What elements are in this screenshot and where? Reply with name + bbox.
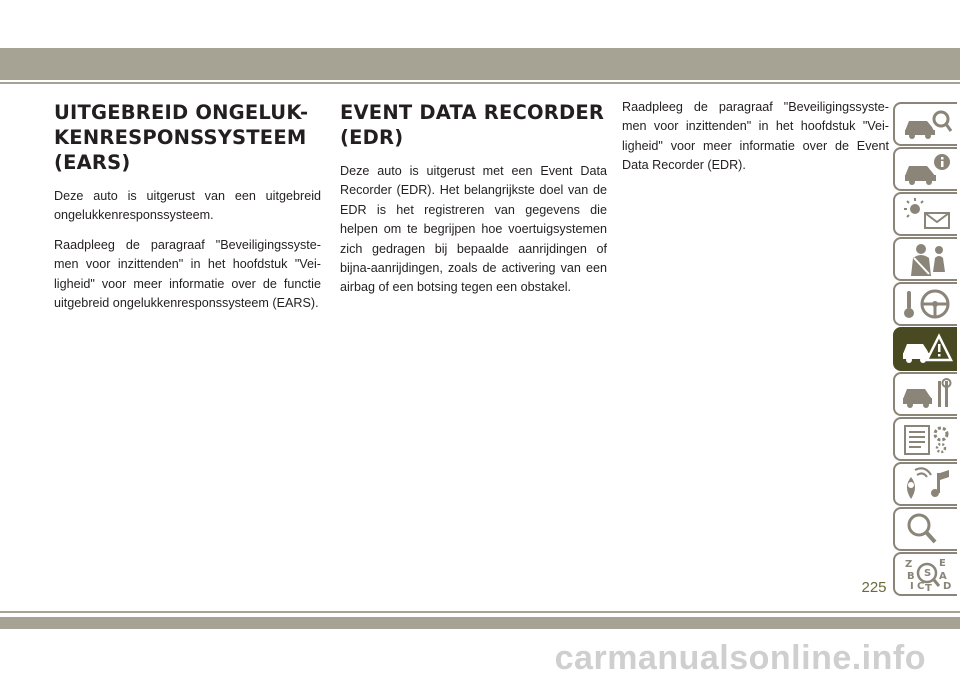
tab-starting-driving[interactable] xyxy=(893,282,957,326)
tab-technical-specifications[interactable] xyxy=(893,417,957,461)
edr-reference-paragraph: Raadpleeg de paragraaf "Beveiligingssyste-men voor inzittenden" in het hoofdstuk "Vei-ligheid" voor meer informatie over de Event Data Recorder (EDR). xyxy=(622,100,889,173)
alphabet-letter-a: A xyxy=(939,571,947,582)
footer-band xyxy=(0,617,960,629)
specifications-icon xyxy=(901,422,953,456)
edr-heading-line-1: EVENT DATA RECORDER xyxy=(340,101,605,124)
alphabet-letter-e: E xyxy=(939,558,946,569)
footer-line xyxy=(0,611,960,613)
edr-heading-line-2: (EDR) xyxy=(340,126,404,149)
header-band xyxy=(0,48,960,80)
tab-servicing[interactable] xyxy=(893,372,957,416)
alphabet-letter-z: Z xyxy=(905,559,913,570)
tab-multimedia[interactable] xyxy=(893,462,957,506)
alphabet-letter-b: B xyxy=(907,571,915,582)
ears-heading-line-2: KENRESPONSSYSTEEM xyxy=(54,126,307,149)
car-info-icon xyxy=(901,152,953,186)
edr-reference-section xyxy=(622,98,889,186)
alphabet-letter-t: T xyxy=(925,583,932,591)
index-search-icon xyxy=(901,512,953,546)
edr-heading xyxy=(340,100,607,150)
tab-safety[interactable] xyxy=(893,237,957,281)
ears-heading-line-1: UITGEBREID ONGELUK- xyxy=(54,101,309,124)
watermark: carmanualsonline.info xyxy=(554,639,926,677)
ears-section xyxy=(54,100,321,323)
tab-alphabetical-index[interactable] xyxy=(893,552,957,596)
multimedia-icon xyxy=(901,467,953,501)
edr-paragraph-1: Deze auto is uitgerust met een Event Data Recorder (EDR). Het belangrijkste doel van de EDR is het registreren van gegevens die helpen om te begrijpen hoe voertuigsystemen zich gedragen bij bepaalde aanrijdingen of bijna-aanrijdingen, zoals de activering van een airbag of een botsing tegen een obstakel. xyxy=(340,164,607,295)
alphabet-letter-c: C xyxy=(917,581,925,591)
ears-heading-line-3: (EARS) xyxy=(54,151,131,174)
warning-lights-icon xyxy=(901,197,953,231)
ears-paragraph-2: Raadpleeg de paragraaf "Beveiligingssyste-men voor inzittenden" in het hoofdstuk "Vei-ligheid" voor meer informatie over de functie uitgebreid ongelukkenresponssysteem (EARS). xyxy=(54,237,321,311)
emergency-car-icon xyxy=(901,332,953,366)
ears-paragraph-1: Deze auto is uitgerust van een uitgebreid ongelukkenresponssysteem. xyxy=(54,189,321,223)
car-search-icon xyxy=(901,107,953,141)
ears-heading xyxy=(54,100,321,175)
safety-occupant-icon xyxy=(901,242,953,276)
tab-car-info[interactable] xyxy=(893,147,957,191)
steering-key-icon xyxy=(901,287,953,321)
tab-in-case-of-emergency[interactable] xyxy=(893,327,957,371)
car-service-icon xyxy=(901,377,953,411)
alphabet-letter-i: I xyxy=(910,581,914,591)
tab-car-search[interactable] xyxy=(893,102,957,146)
alphabet-letter-s: S xyxy=(924,568,932,579)
alphabet-letter-d: D xyxy=(943,581,952,591)
tab-warning-lights[interactable] xyxy=(893,192,957,236)
edr-section xyxy=(340,100,607,308)
alphabet-index-icon xyxy=(901,557,953,591)
tab-search[interactable] xyxy=(893,507,957,551)
page-number: 225 xyxy=(861,579,887,596)
